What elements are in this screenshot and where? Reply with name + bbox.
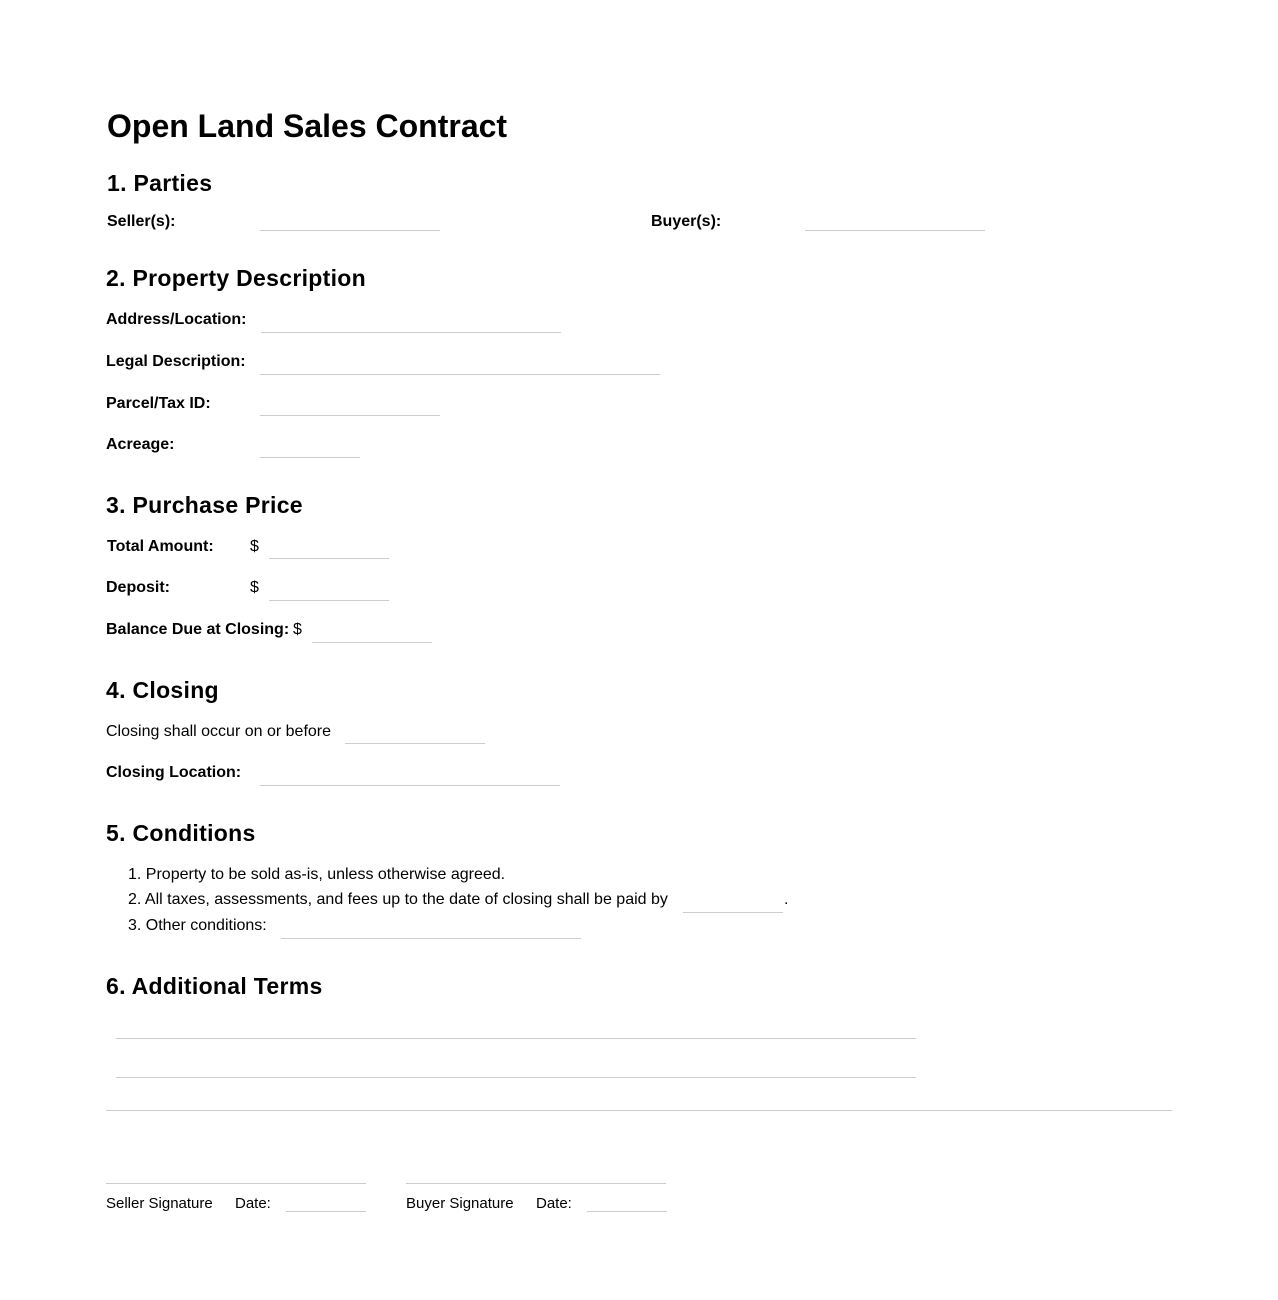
- seller-field[interactable]: [260, 216, 440, 231]
- address-label: Address/Location:: [106, 311, 247, 328]
- closing-location-label: Closing Location:: [106, 764, 242, 781]
- divider: [106, 1110, 1172, 1111]
- closing-location-field[interactable]: [260, 771, 560, 786]
- total-amount-label: Total Amount:: [107, 538, 214, 555]
- seller-date-label: Date:: [235, 1195, 271, 1212]
- taxes-paid-by-field[interactable]: [683, 898, 783, 913]
- closing-date-field[interactable]: [345, 729, 485, 744]
- buyer-signature-line[interactable]: [406, 1163, 666, 1184]
- buyer-date-field[interactable]: [587, 1197, 667, 1212]
- additional-terms-line-1[interactable]: [116, 1018, 916, 1039]
- address-field[interactable]: [261, 318, 561, 333]
- seller-date-field[interactable]: [286, 1197, 366, 1212]
- section-heading-conditions: 5. Conditions: [106, 820, 256, 846]
- seller-signature-label: Seller Signature: [106, 1195, 213, 1212]
- total-amount-field[interactable]: [269, 544, 389, 559]
- buyer-date-label: Date:: [536, 1195, 572, 1212]
- buyer-field[interactable]: [805, 216, 985, 231]
- total-currency-symbol: $: [250, 538, 259, 555]
- section-heading-closing: 4. Closing: [106, 677, 219, 703]
- acreage-label: Acreage:: [106, 436, 175, 453]
- condition-item: 3. Other conditions:: [128, 917, 267, 934]
- seller-label: Seller(s):: [107, 213, 176, 230]
- condition-item: 2. All taxes, assessments, and fees up to the date of closing shall be paid by: [128, 891, 668, 908]
- closing-date-text: Closing shall occur on or before: [106, 723, 332, 740]
- parcel-id-label: Parcel/Tax ID:: [106, 395, 211, 412]
- condition-item: 1. Property to be sold as-is, unless otherwise agreed.: [128, 866, 506, 883]
- buyer-label: Buyer(s):: [651, 213, 722, 230]
- balance-label: Balance Due at Closing:: [106, 621, 290, 638]
- balance-field[interactable]: [312, 628, 432, 643]
- deposit-label: Deposit:: [106, 579, 170, 596]
- balance-currency-symbol: $: [293, 621, 302, 638]
- buyer-signature-label: Buyer Signature: [406, 1195, 514, 1212]
- section-heading-price: 3. Purchase Price: [106, 492, 303, 518]
- section-heading-property: 2. Property Description: [106, 265, 366, 291]
- seller-signature-line[interactable]: [106, 1163, 366, 1184]
- section-heading-parties: 1. Parties: [107, 170, 213, 196]
- deposit-currency-symbol: $: [250, 579, 259, 596]
- additional-terms-line-2[interactable]: [116, 1057, 916, 1078]
- period: .: [784, 891, 789, 908]
- legal-description-field[interactable]: [260, 360, 660, 375]
- legal-description-label: Legal Description:: [106, 353, 246, 370]
- page-title: Open Land Sales Contract: [107, 108, 508, 144]
- acreage-field[interactable]: [260, 443, 360, 458]
- deposit-field[interactable]: [269, 586, 389, 601]
- section-heading-additional-terms: 6. Additional Terms: [106, 973, 323, 999]
- parcel-id-field[interactable]: [260, 401, 440, 416]
- other-conditions-field[interactable]: [281, 924, 581, 939]
